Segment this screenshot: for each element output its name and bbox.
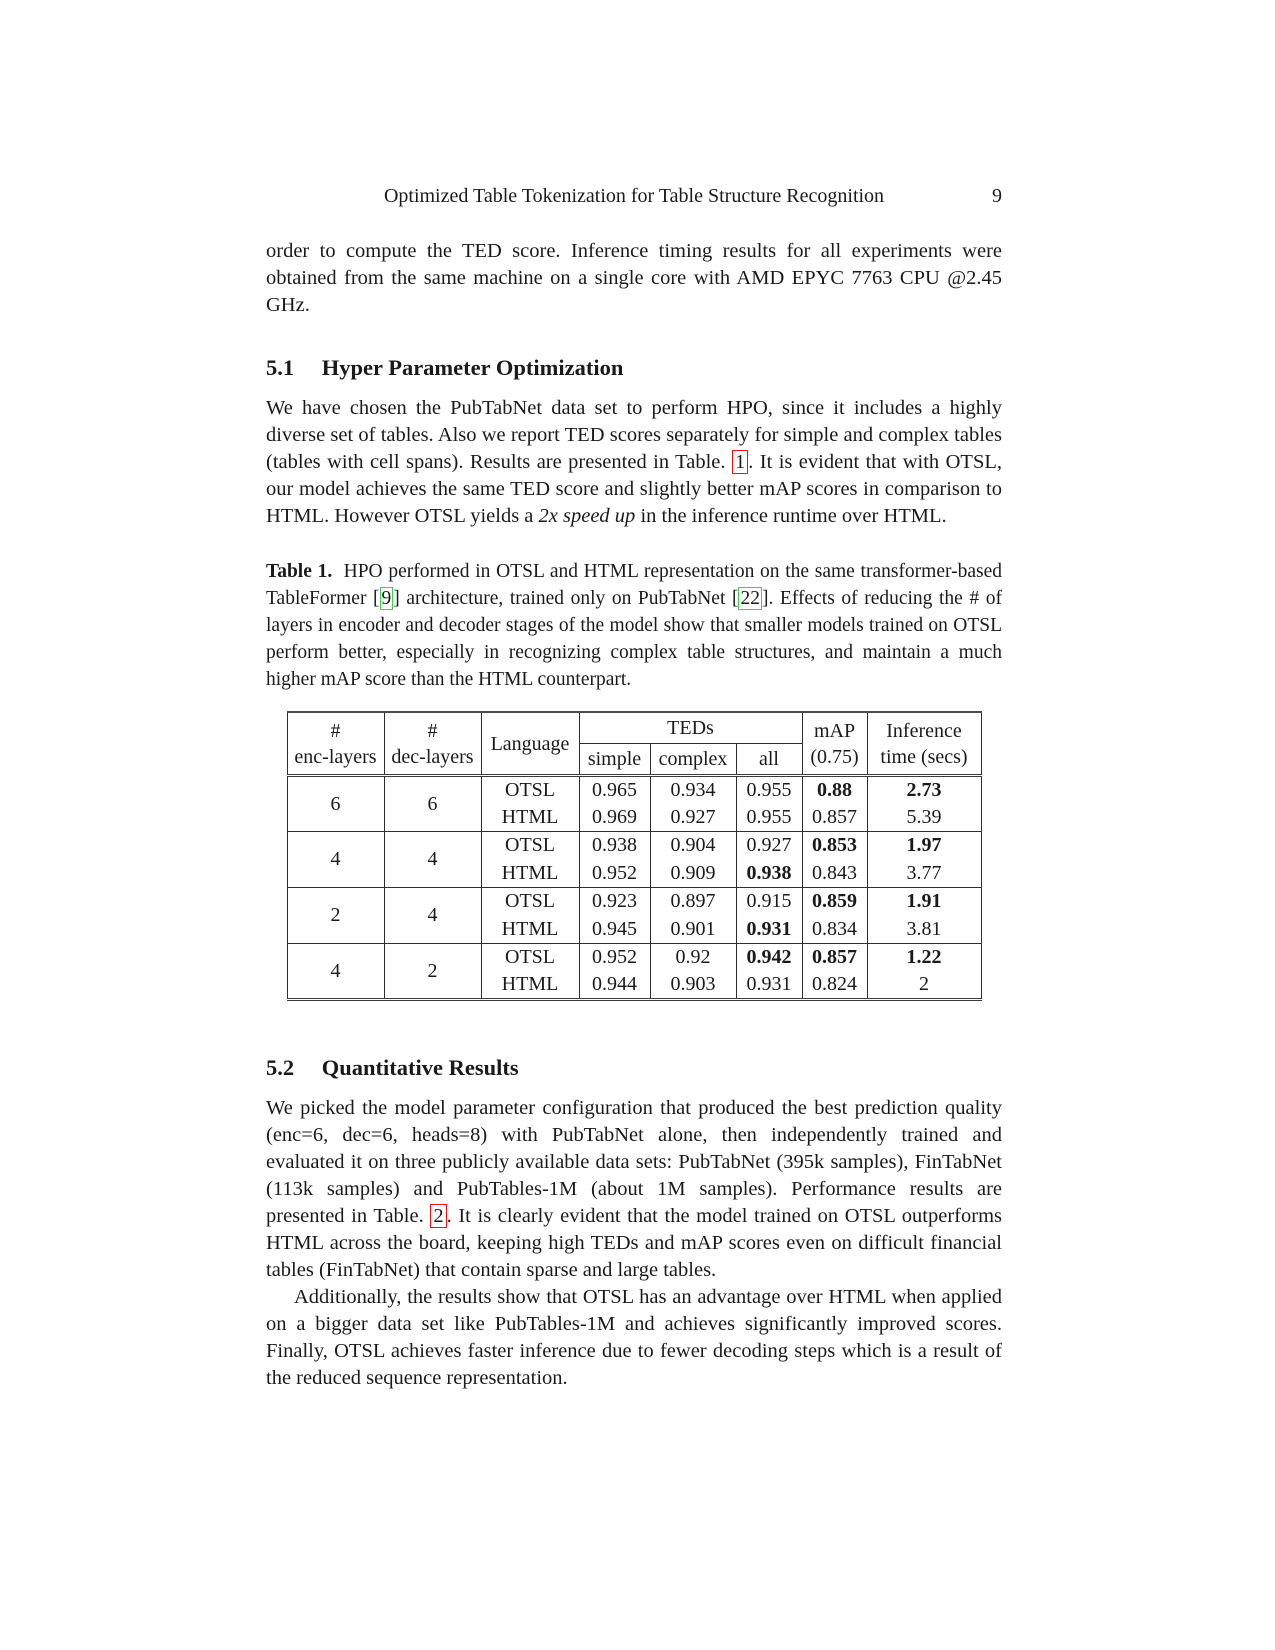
inference-time-cell: 1.91 (867, 888, 981, 916)
teds-complex-cell: 0.901 (650, 916, 736, 944)
teds-all-cell: 0.931 (736, 916, 802, 944)
teds-simple-cell: 0.945 (579, 916, 650, 944)
inference-time-cell: 5.39 (867, 804, 981, 832)
enc-layers-cell: 4 (287, 944, 384, 1000)
text-segment: in the inference runtime over HTML. (635, 505, 947, 527)
page-number: 9 (992, 185, 1002, 207)
hash-symbol: # (330, 719, 341, 742)
teds-all-cell: 0.955 (736, 804, 802, 832)
section-5-2-title: Quantitative Results (321, 1055, 519, 1080)
enc-layers-label: enc-layers (294, 745, 377, 768)
teds-complex-cell: 0.92 (650, 944, 736, 972)
text-segment: architecture, trained only on PubTabNet (399, 588, 732, 609)
text-segment: Table 1. (266, 561, 333, 582)
inference-time-cell: 3.81 (867, 916, 981, 944)
dec-layers-cell: 4 (384, 832, 481, 888)
inference-time-cell: 2.73 (867, 776, 981, 804)
map-cell: 0.88 (802, 776, 867, 804)
col-header-language: Language (481, 712, 579, 776)
text-segment: We picked the model parameter configuration that produced the best prediction quality (enc=6, dec=6, heads=8) with PubTabNet alone, then independently trained and evaluated it on three publicly available data sets: PubTabNet (395k samples), FinTabNet (113k samples) and PubTables-1M (about 1M samples). Performance results are presented in Table. (266, 1097, 1002, 1227)
language-cell: HTML (481, 972, 579, 1000)
teds-complex-cell: 0.897 (650, 888, 736, 916)
section-5-1-paragraph (266, 395, 1002, 530)
table-1-ref-link[interactable]: 1 (732, 450, 748, 474)
intro-paragraph: order to compute the TED score. Inference timing results for all experiments were obtained from the same machine on a single core with AMD EPYC 7763 CPU @2.45 GHz. (266, 240, 1002, 316)
text-segment: . It is clearly evident that the model trained on OTSL outperforms HTML across the board, keeping high TEDs and mAP scores even on difficult financial tables (FinTabNet) that contain sparse and large tables. (266, 1205, 1002, 1281)
table-1 (287, 711, 982, 1001)
text-segment: ] (393, 588, 400, 609)
inference-time-cell: 3.77 (867, 860, 981, 888)
text-segment: . Effects of reducing the # of layers in encoder and decoder stages of the model show that smaller models trained on OTSL perform better, especially in recognizing complex table structures, and maintain a much higher mAP score than the HTML counterpart. (266, 588, 1002, 690)
teds-all-cell: 0.927 (736, 832, 802, 860)
running-header (266, 184, 1002, 208)
section-5-1-title: Hyper Parameter Optimization (321, 355, 624, 380)
teds-complex-cell: 0.934 (650, 776, 736, 804)
dec-layers-cell: 4 (384, 888, 481, 944)
map-cell: 0.834 (802, 916, 867, 944)
text-segment: 2x speed up (538, 505, 636, 527)
language-cell: HTML (481, 860, 579, 888)
section-5-2-number: 5.2 (266, 1055, 295, 1080)
table-row (287, 888, 981, 916)
text-segment: HPO performed in OTSL and HTML representation on the same transformer-based TableFormer (266, 561, 1002, 609)
language-cell: HTML (481, 804, 579, 832)
text-segment: [ (373, 588, 380, 609)
teds-complex-cell: 0.903 (650, 972, 736, 1000)
teds-all-cell: 0.915 (736, 888, 802, 916)
running-title: Optimized Table Tokenization for Table Structure Recognition (383, 185, 885, 207)
table-row (287, 832, 981, 860)
col-header-dec-layers (384, 712, 481, 776)
map-cell: 0.859 (802, 888, 867, 916)
map-cell: 0.857 (802, 804, 867, 832)
col-header-inference-time (867, 712, 981, 776)
table-row (287, 944, 981, 972)
section-5-2-paragraph-2: Additionally, the results show that OTSL has an advantage over HTML when applied on a bigger data set like PubTables-1M and achieves significantly improved scores. Finally, OTSL achieves faster inference due to fewer decoding steps which is a result of the reduced sequence representation. (266, 1286, 1002, 1389)
teds-simple-cell: 0.923 (579, 888, 650, 916)
col-header-map (802, 712, 867, 776)
text-segment: [ (731, 588, 739, 609)
col-header-complex: complex (650, 744, 736, 776)
enc-layers-cell: 2 (287, 888, 384, 944)
map-cell: 0.824 (802, 972, 867, 1000)
table-1-header (287, 712, 981, 776)
language-cell: OTSL (481, 944, 579, 972)
text-segment: . It is evident that with OTSL, our model achieves the same TED score and slightly better mAP scores in comparison to HTML. However OTSL yields a (266, 451, 1002, 527)
table-1-body (287, 776, 981, 1000)
section-5-2-heading (266, 1053, 1002, 1083)
teds-all-cell: 0.955 (736, 776, 802, 804)
teds-simple-cell: 0.938 (579, 832, 650, 860)
dec-layers-cell: 6 (384, 776, 481, 832)
table-2-ref-link[interactable]: 2 (430, 1204, 446, 1228)
language-cell: HTML (481, 916, 579, 944)
col-header-simple: simple (579, 744, 650, 776)
teds-complex-cell: 0.927 (650, 804, 736, 832)
language-cell: OTSL (481, 888, 579, 916)
inference-time-cell: 1.22 (867, 944, 981, 972)
text-segment: ] (761, 588, 769, 609)
teds-all-cell: 0.931 (736, 972, 802, 1000)
teds-simple-cell: 0.952 (579, 944, 650, 972)
table-row (287, 776, 981, 804)
section-5-1-heading (266, 353, 1002, 383)
col-header-teds: TEDs (579, 712, 802, 744)
map-cell: 0.843 (802, 860, 867, 888)
dec-layers-cell: 2 (384, 944, 481, 1000)
teds-simple-cell: 0.965 (579, 776, 650, 804)
teds-all-cell: 0.938 (736, 860, 802, 888)
hash-symbol: # (427, 719, 438, 742)
text-column (266, 0, 1002, 1392)
map-label: mAP (813, 719, 856, 742)
teds-simple-cell: 0.952 (579, 860, 650, 888)
text-segment: We have chosen the PubTabNet data set to perform HPO, since it includes a highly diverse set of tables. Also we report TED scores separately for simple and complex tables (tables with cell spans). Results are presented in Table. (266, 397, 1002, 473)
dec-layers-label: dec-layers (391, 745, 474, 768)
map-cell: 0.857 (802, 944, 867, 972)
section-5-1-number: 5.1 (266, 355, 295, 380)
table-header-row-1 (287, 712, 981, 744)
language-cell: OTSL (481, 832, 579, 860)
inference-label: Inference (886, 719, 962, 742)
enc-layers-cell: 4 (287, 832, 384, 888)
inference-time-cell: 1.97 (867, 832, 981, 860)
map-cell: 0.853 (802, 832, 867, 860)
teds-simple-cell: 0.969 (579, 804, 650, 832)
section-5-2-paragraph-1 (266, 1095, 1002, 1284)
citation-9-link[interactable]: 9 (381, 588, 392, 609)
teds-simple-cell: 0.944 (579, 972, 650, 1000)
col-header-all: all (736, 744, 802, 776)
col-header-enc-layers (287, 712, 384, 776)
table-1-caption (266, 558, 1002, 693)
language-cell: OTSL (481, 776, 579, 804)
teds-complex-cell: 0.909 (650, 860, 736, 888)
time-secs-label: time (secs) (880, 745, 968, 768)
teds-complex-cell: 0.904 (650, 832, 736, 860)
teds-all-cell: 0.942 (736, 944, 802, 972)
inference-time-cell: 2 (867, 972, 981, 1000)
citation-22-link[interactable]: 22 (740, 588, 760, 609)
map-threshold-label: (0.75) (810, 745, 859, 768)
enc-layers-cell: 6 (287, 776, 384, 832)
